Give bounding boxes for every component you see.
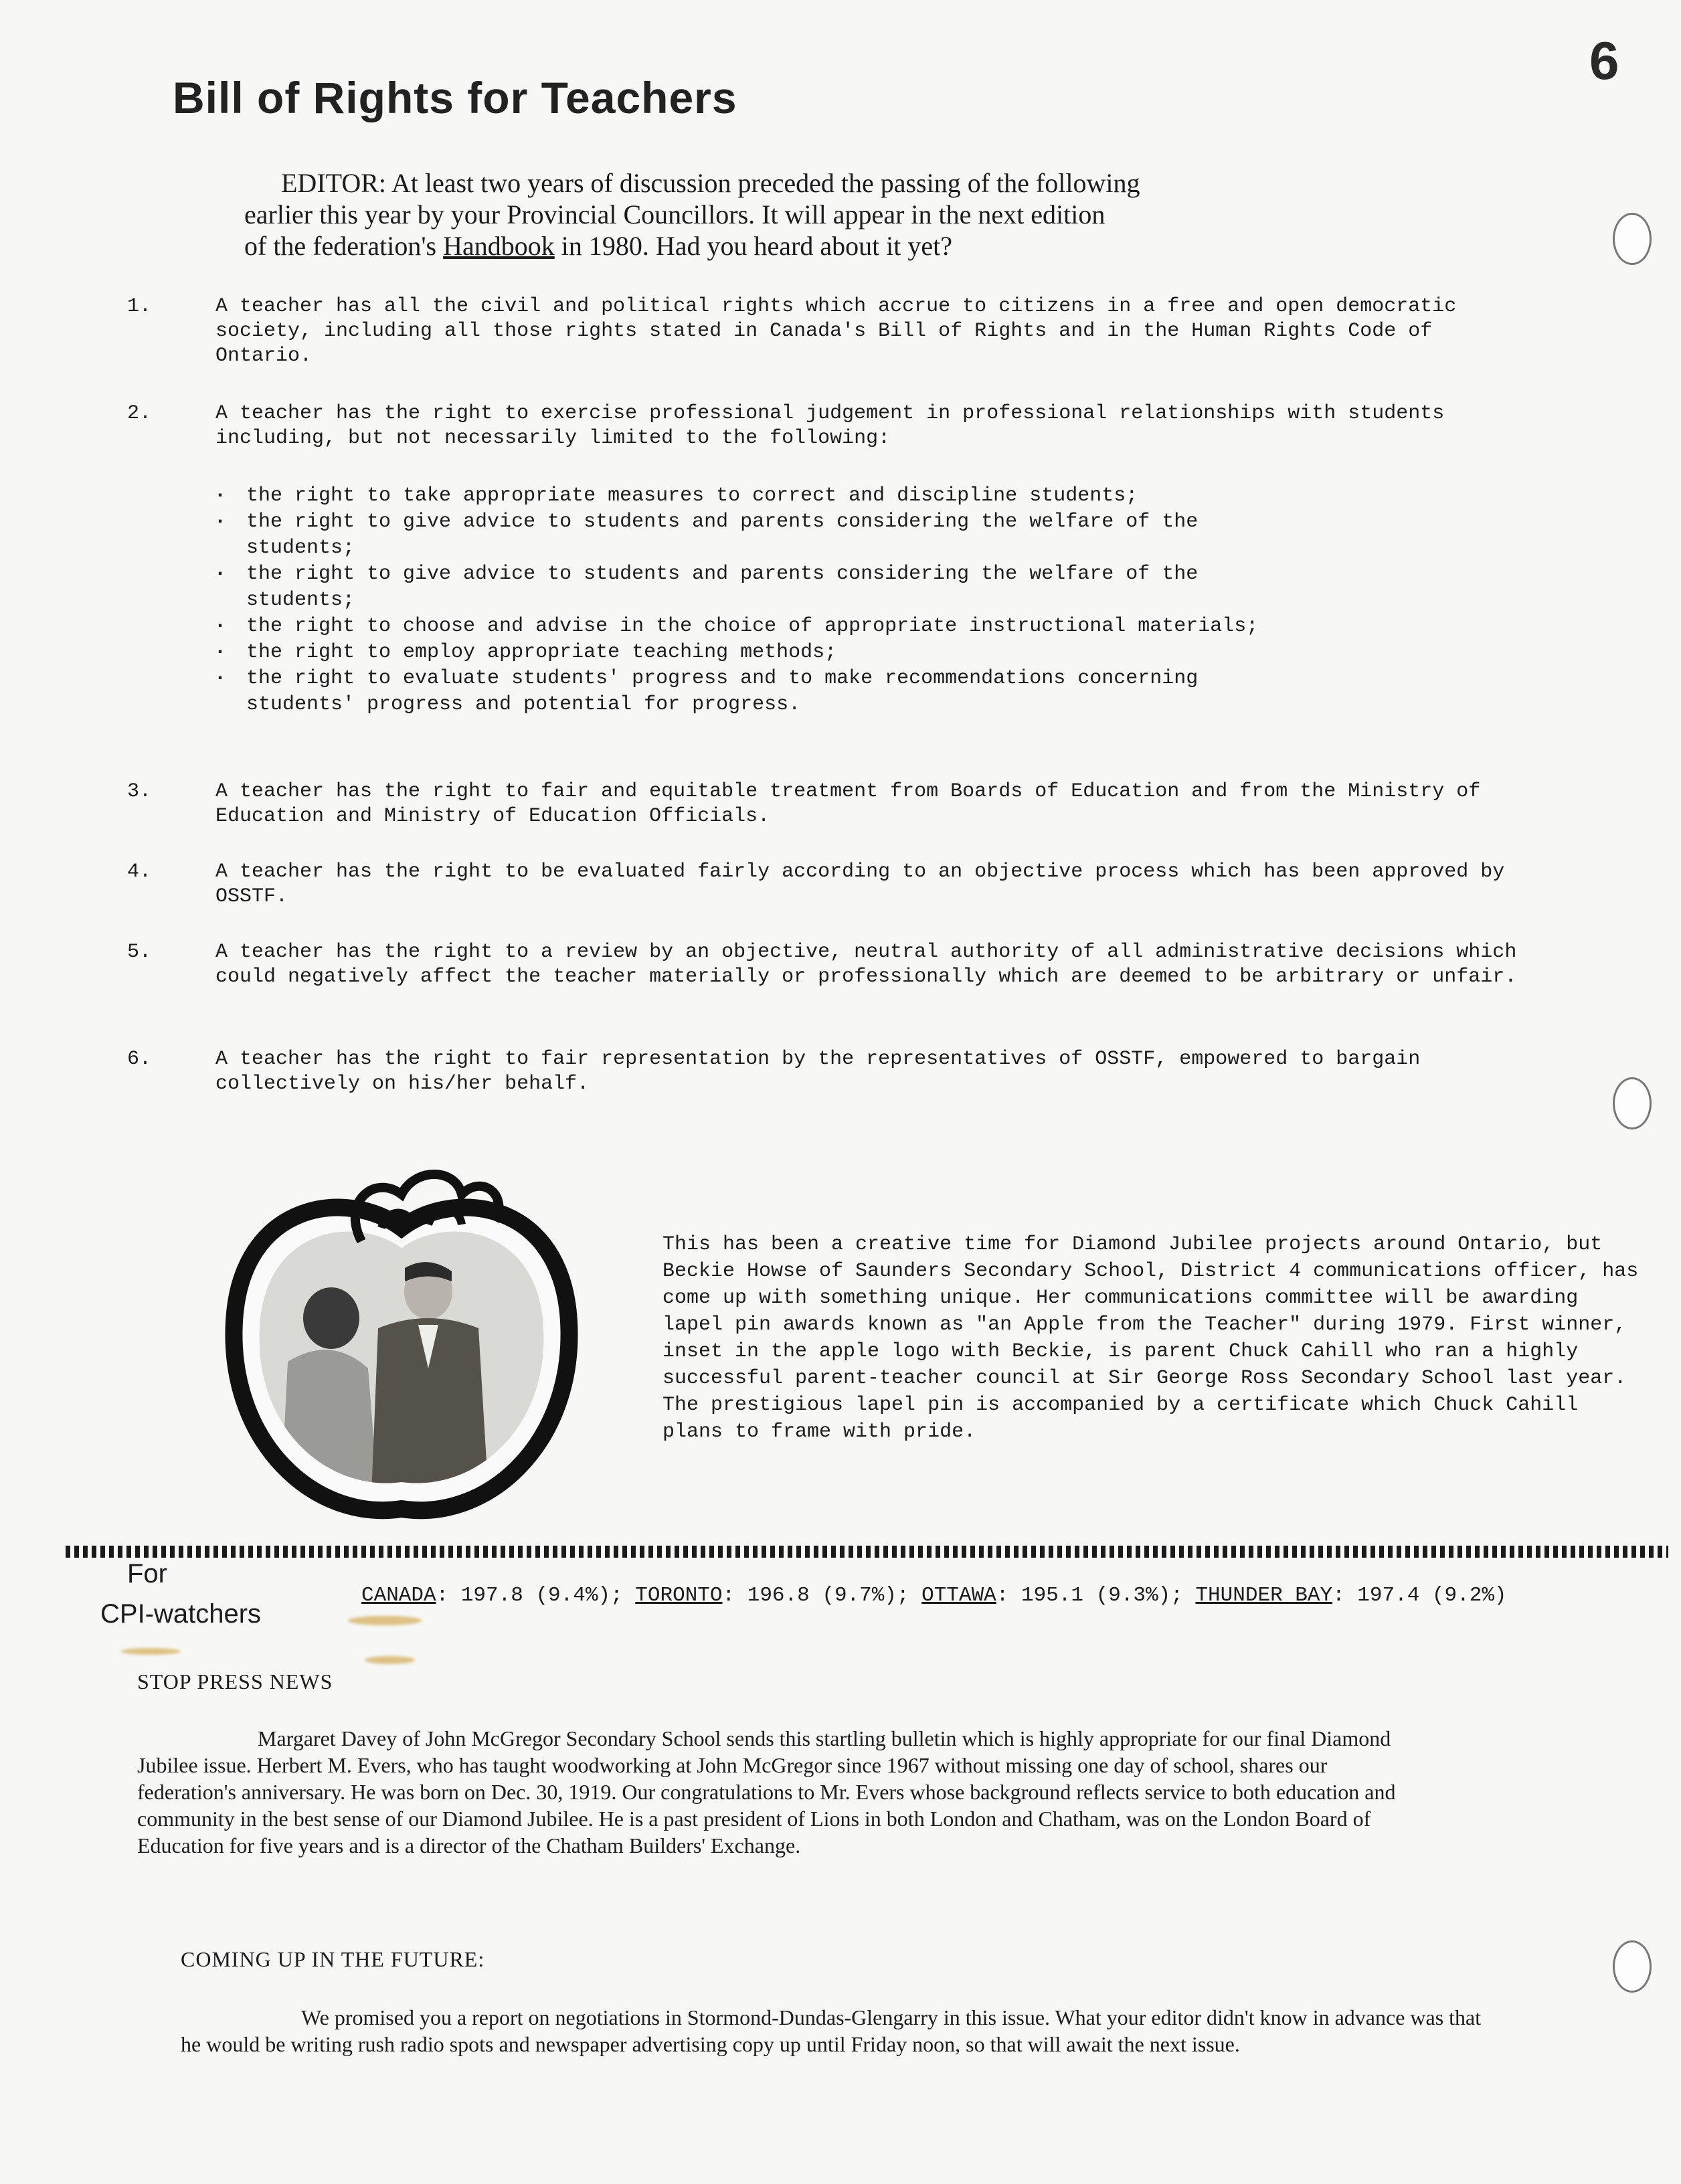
editor-note-line-1: EDITOR: At least two years of discussion preceded the passing of the following — [281, 168, 1140, 198]
editor-note — [244, 167, 1606, 262]
coming-up-heading: COMING UP IN THE FUTURE: — [181, 1947, 485, 1971]
page-title: Bill of Rights for Teachers — [173, 73, 737, 122]
editor-note-line-3 — [244, 230, 1606, 262]
cpi-value: : 197.8 (9.4%); — [436, 1584, 623, 1607]
right-text: A teacher has the right to a review by an objective, neutral authority of all administrative decisions which could negatively affect the teacher materially or professionally which are deemed to be arbitrary or unfair. — [215, 941, 1517, 988]
right-text: A teacher has the right to fair and equitable treatment from Boards of Education and from the Ministry of Education and Ministry of Education Officials. — [215, 780, 1481, 828]
section-divider — [66, 1546, 1668, 1558]
right-text: A teacher has all the civil and political rights which accrue to citizens in a free and open democratic society, including all those rights stated in Canada's Bill of Rights and in the Human Rights Code of Ontario. — [215, 295, 1457, 367]
sublist-item: . the right to give advice to students and parents considering the welfare of the students; — [214, 509, 1285, 561]
coming-up-text: We promised you a report on negotiations in Stormond-Dundas-Glengarry in this issue. What your editor didn't know in advance was that he would be writing rush radio spots and newspaper advertising copy up until Friday noon, so that will await the next issue. — [181, 2005, 1482, 2056]
binder-hole — [1613, 213, 1652, 265]
stop-press-text: Margaret Davey of John McGregor Secondary School sends this startling bulletin which is highly appropriate for our final Diamond Jubilee issue. Herbert M. Evers, who has taught woodworking at John McGregor since 1967 without missing one day of school, shares our federation's anniversary. He was born on Dec. 30, 1919. Our congratulations to Mr. Evers whose background reflects service to both education and community in the best sense of our Diamond Jubilee. He is a past president of Lions in both London and Chatham, was on the London Board of Education for five years and is a director of the Chatham Builders' Exchange. — [137, 1726, 1396, 1857]
right-text: A teacher has the right to fair representation by the representatives of OSSTF, empowered to bargain collectively on his/her behalf. — [215, 1048, 1421, 1095]
right-text: A teacher has the right to be evaluated fairly according to an objective process which has been approved by OSSTF. — [215, 860, 1505, 908]
binder-hole — [1613, 1077, 1652, 1129]
right-number: 6. — [127, 1048, 152, 1071]
cpi-city: THUNDER BAY — [1195, 1584, 1333, 1607]
cpi-title: CPI-watchers — [100, 1599, 262, 1629]
page-number: 6 — [1589, 31, 1619, 90]
stop-press-heading: STOP PRESS NEWS — [137, 1669, 333, 1694]
editor-note-text: of the federation's — [244, 231, 444, 261]
right-number: 5. — [127, 941, 152, 964]
apple-logo-photo — [214, 1148, 589, 1536]
cpi-stats — [361, 1584, 1507, 1607]
editor-note-text: in 1980. Had you heard about it yet? — [554, 231, 953, 261]
right-number: 2. — [127, 402, 152, 425]
cpi-value: : 196.8 (9.7%); — [722, 1584, 909, 1607]
stain-mark — [348, 1616, 422, 1625]
jubilee-paragraph: This has been a creative time for Diamond Jubilee projects around Ontario, but Beckie Howse of Saunders Secondary School, District 4 communications officer, has come up with something unique. Her communications committee will be awarding lapel pin awards known as "an Apple from the Teacher" during 1979. First winner, inset in the apple logo with Beckie, is parent Chuck Cahill who ran a highly successful parent-teacher council at Sir George Ross Secondary School last year. The prestigious lapel pin is accompanied by a certificate which Chuck Cahill plans to frame with pride. — [662, 1233, 1639, 1443]
sublist-item: . the right to employ appropriate teaching methods; — [214, 640, 1285, 666]
cpi-value: : 197.4 (9.2%) — [1332, 1584, 1507, 1607]
right-number: 3. — [127, 780, 152, 803]
right-text: A teacher has the right to exercise professional judgement in professional relationships with students including, but not necessarily limited to the following: — [215, 402, 1445, 450]
sublist-item: . the right to give advice to students and parents considering the welfare of the students; — [214, 561, 1285, 614]
right-number: 1. — [127, 295, 152, 318]
cpi-city: OTTAWA — [921, 1584, 996, 1607]
sublist-item: . the right to take appropriate measures to correct and discipline students; — [214, 483, 1285, 509]
binder-hole — [1613, 1940, 1652, 1993]
stain-mark — [120, 1648, 181, 1655]
cpi-city: TORONTO — [635, 1584, 723, 1607]
cpi-for-label: For — [127, 1559, 167, 1588]
sublist-item: . the right to evaluate students' progress and to make recommendations concerning students' progress and potential for progress. — [214, 666, 1285, 718]
editor-note-line-2: earlier this year by your Provincial Councillors. It will appear in the next edition — [244, 199, 1105, 230]
sublist-item: . the right to choose and advise in the choice of appropriate instructional materials; — [214, 614, 1285, 640]
right-number: 4. — [127, 860, 152, 883]
cpi-city: CANADA — [361, 1584, 436, 1607]
stain-mark — [365, 1656, 415, 1664]
cpi-value: : 195.1 (9.3%); — [996, 1584, 1183, 1607]
right-2-sublist — [214, 483, 1285, 718]
handbook-title: Handbook — [443, 231, 555, 261]
